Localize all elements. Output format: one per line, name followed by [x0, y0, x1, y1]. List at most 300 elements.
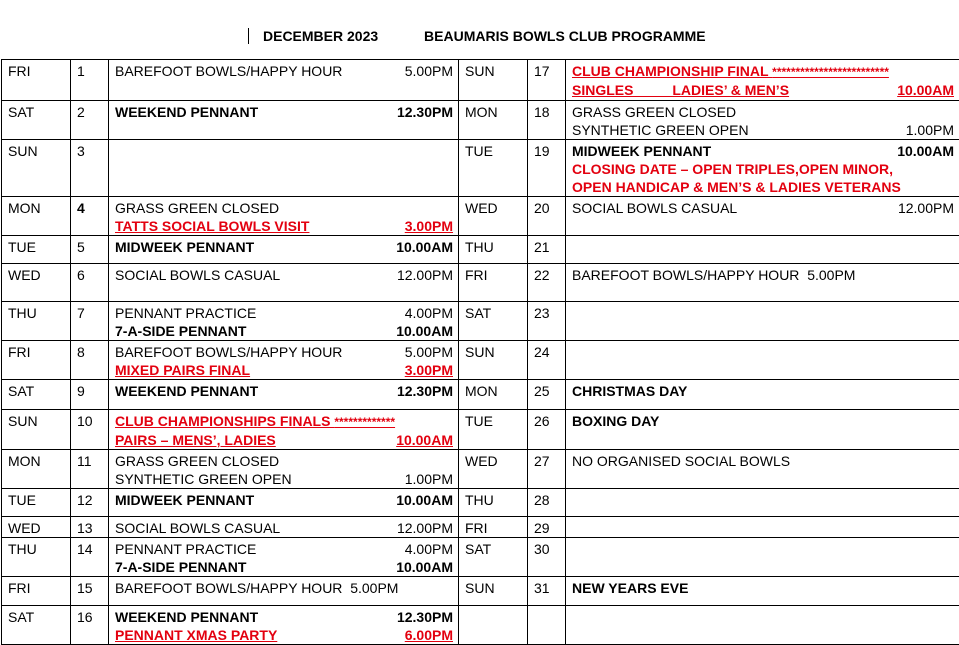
event-text [115, 304, 256, 322]
event-cell [566, 606, 959, 645]
event-line [572, 121, 954, 139]
date-cell [528, 410, 566, 450]
event-label: TATTS SOCIAL BOWLS VISIT [115, 218, 309, 234]
day-cell [2, 302, 71, 341]
date-cell [71, 410, 109, 450]
table-row [2, 380, 959, 410]
day-name: SAT [8, 104, 34, 120]
day-cell [2, 577, 71, 606]
event-cell [566, 140, 959, 197]
day-name: SUN [465, 580, 495, 596]
date-number: 24 [534, 344, 550, 360]
event-line [115, 361, 453, 379]
event-text [115, 608, 258, 626]
date-cell [71, 264, 109, 302]
day-name: FRI [465, 520, 488, 536]
event-cell [109, 236, 459, 264]
event-text [115, 470, 292, 488]
date-number: 17 [534, 63, 550, 79]
event-cell [566, 302, 959, 341]
date-cell [71, 517, 109, 538]
date-number: 12 [77, 492, 93, 508]
day-cell [2, 101, 71, 140]
event-cell [566, 489, 959, 517]
event-text [115, 540, 256, 558]
day-name: MON [8, 453, 41, 469]
event-cell [566, 380, 959, 410]
day-cell [2, 264, 71, 302]
date-cell [71, 489, 109, 517]
day-name: TUE [465, 143, 493, 159]
event-label: 7-A-SIDE PENNANT [115, 323, 246, 339]
day-cell [2, 197, 71, 236]
event-label: MIDWEEK PENNANT [115, 239, 254, 255]
event-text [115, 266, 280, 284]
event-time: 10.00AM [396, 322, 453, 340]
date-cell [528, 517, 566, 538]
day-name: FRI [8, 344, 31, 360]
day-name: THU [465, 492, 494, 508]
event-label: MIDWEEK PENNANT [572, 143, 711, 159]
date-number: 11 [77, 453, 92, 469]
event-text [115, 361, 250, 379]
date-cell [71, 236, 109, 264]
event-label: OPEN HANDICAP & MEN’S & LADIES VETERANS [572, 179, 901, 195]
event-label: BAREFOOT BOWLS/HAPPY HOUR 5.00PM [572, 267, 855, 283]
table-row [2, 577, 959, 606]
event-label: SINGLES LADIES’ & MEN’S [572, 82, 789, 98]
event-time: 12.30PM [397, 103, 453, 121]
event-text [115, 519, 280, 537]
event-line [115, 199, 453, 217]
event-label: NO ORGANISED SOCIAL BOWLS [572, 453, 790, 469]
day-cell [459, 489, 528, 517]
event-line [115, 431, 453, 449]
club-title: BEAUMARIS BOWLS CLUB PROGRAMME [424, 28, 706, 44]
event-time: 12.30PM [397, 608, 453, 626]
date-cell [528, 489, 566, 517]
day-cell [459, 236, 528, 264]
event-time: 10.00AM [897, 81, 954, 99]
event-cell [566, 60, 959, 101]
event-time: 5.00PM [405, 62, 453, 80]
event-cell [109, 577, 459, 606]
day-cell [459, 140, 528, 197]
event-line [572, 62, 954, 81]
date-number: 18 [534, 104, 550, 120]
event-cell [566, 517, 959, 538]
event-label: NEW YEARS EVE [572, 580, 688, 596]
event-time: 12.00PM [397, 519, 453, 537]
day-cell [459, 101, 528, 140]
event-line [115, 266, 453, 284]
event-label: BAREFOOT BOWLS/HAPPY HOUR [115, 63, 342, 79]
event-time: 1.00PM [906, 121, 954, 139]
event-line [115, 412, 453, 431]
date-cell [528, 380, 566, 410]
event-line [115, 382, 453, 400]
date-number: 7 [77, 305, 85, 321]
date-cell [71, 606, 109, 645]
table-row [2, 538, 959, 577]
event-line [572, 142, 954, 160]
event-text [115, 199, 279, 217]
date-number: 27 [534, 453, 550, 469]
event-text [572, 103, 736, 121]
date-cell [528, 140, 566, 197]
event-cell [109, 140, 459, 197]
month-title: DECEMBER 2023 [263, 28, 378, 44]
event-cell [109, 380, 459, 410]
day-name: MON [465, 104, 498, 120]
event-time: 10.00AM [396, 491, 453, 509]
event-text [572, 160, 893, 178]
event-time: 12.30PM [397, 382, 453, 400]
date-number: 8 [77, 344, 85, 360]
day-cell [459, 577, 528, 606]
table-row [2, 101, 959, 140]
event-label: BAREFOOT BOWLS/HAPPY HOUR 5.00PM [115, 580, 398, 596]
event-line [115, 491, 453, 509]
event-line [115, 558, 453, 576]
event-line [572, 382, 954, 400]
event-time: 3.00PM [405, 361, 453, 379]
event-label: SOCIAL BOWLS CASUAL [115, 267, 280, 283]
day-name: WED [465, 453, 498, 469]
date-number: 22 [534, 267, 550, 283]
date-cell [71, 302, 109, 341]
event-line [115, 217, 453, 235]
day-cell [459, 380, 528, 410]
event-line [572, 412, 954, 430]
date-cell [528, 302, 566, 341]
date-cell [528, 236, 566, 264]
date-number: 13 [77, 520, 93, 536]
day-cell [459, 517, 528, 538]
day-name: SUN [8, 413, 38, 429]
event-time: 10.00AM [897, 142, 954, 160]
event-label: WEEKEND PENNANT [115, 383, 258, 399]
event-time: 10.00AM [396, 431, 453, 449]
event-time: 12.00PM [397, 266, 453, 284]
event-line [115, 579, 453, 597]
event-line [115, 519, 453, 537]
date-number: 29 [534, 520, 550, 536]
event-label: CLUB CHAMPIONSHIPS FINALS [115, 413, 334, 429]
table-row [2, 140, 959, 197]
event-text [572, 412, 659, 430]
event-text [115, 491, 254, 509]
event-cell [566, 101, 959, 140]
date-number: 20 [534, 200, 550, 216]
date-cell [71, 140, 109, 197]
event-line [572, 81, 954, 99]
event-time: 4.00PM [405, 540, 453, 558]
day-cell [459, 606, 528, 645]
day-cell [459, 60, 528, 101]
date-number: 6 [77, 267, 85, 283]
date-cell [528, 606, 566, 645]
table-row [2, 60, 959, 101]
event-text [572, 382, 687, 400]
event-cell [566, 577, 959, 606]
day-cell [2, 517, 71, 538]
event-text [572, 142, 711, 160]
date-number: 21 [534, 239, 550, 255]
event-cell [566, 538, 959, 577]
asterisk-rule: ************* [334, 415, 395, 429]
table-row [2, 606, 959, 645]
day-name: TUE [8, 239, 36, 255]
programme-table [1, 59, 959, 645]
day-cell [2, 236, 71, 264]
event-line [115, 103, 453, 121]
day-cell [2, 489, 71, 517]
event-text [115, 62, 342, 80]
day-name: MON [8, 200, 41, 216]
day-name: SAT [465, 541, 491, 557]
asterisk-rule: ************************* [772, 65, 889, 79]
day-name: TUE [8, 492, 36, 508]
event-label: GRASS GREEN CLOSED [115, 453, 279, 469]
day-name: WED [8, 267, 41, 283]
day-cell [459, 264, 528, 302]
event-time: 10.00AM [396, 238, 453, 256]
date-cell [71, 341, 109, 380]
table-row [2, 197, 959, 236]
date-cell [71, 60, 109, 101]
event-cell [109, 60, 459, 101]
table-row [2, 450, 959, 489]
event-line [115, 626, 453, 644]
date-cell [528, 450, 566, 489]
event-cell [566, 236, 959, 264]
event-label: WEEKEND PENNANT [115, 104, 258, 120]
day-cell [459, 302, 528, 341]
event-time: 1.00PM [405, 470, 453, 488]
day-cell [2, 140, 71, 197]
event-text [115, 412, 395, 431]
event-cell [109, 517, 459, 538]
date-cell [528, 577, 566, 606]
event-label: CLOSING DATE – OPEN TRIPLES,OPEN MINOR, [572, 161, 893, 177]
day-name: SAT [8, 383, 34, 399]
day-cell [459, 341, 528, 380]
day-name: SAT [465, 305, 491, 321]
event-line [115, 238, 453, 256]
day-cell [2, 450, 71, 489]
date-number: 26 [534, 413, 550, 429]
event-line [115, 322, 453, 340]
table-row [2, 264, 959, 302]
event-cell [109, 101, 459, 140]
day-name: TUE [465, 413, 493, 429]
date-cell [71, 577, 109, 606]
event-line [572, 452, 954, 470]
date-cell [528, 101, 566, 140]
date-cell [71, 450, 109, 489]
day-name: SAT [8, 609, 34, 625]
event-label: 7-A-SIDE PENNANT [115, 559, 246, 575]
date-number: 1 [77, 63, 85, 79]
table-row [2, 517, 959, 538]
day-cell [2, 538, 71, 577]
date-cell [71, 538, 109, 577]
event-label: GRASS GREEN CLOSED [572, 104, 736, 120]
event-label: PAIRS – MENS’, LADIES [115, 432, 276, 448]
event-cell [566, 410, 959, 450]
event-line [572, 160, 954, 178]
event-cell [109, 450, 459, 489]
date-number: 5 [77, 239, 85, 255]
event-label: CHRISTMAS DAY [572, 383, 687, 399]
day-cell [2, 606, 71, 645]
event-time: 5.00PM [405, 343, 453, 361]
event-line [115, 540, 453, 558]
date-cell [71, 197, 109, 236]
event-cell [109, 264, 459, 302]
date-number: 23 [534, 305, 550, 321]
event-text [572, 452, 790, 470]
event-label: PENNANT PRACTICE [115, 541, 256, 557]
event-label: SYNTHETIC GREEN OPEN [572, 122, 749, 138]
date-number: 10 [77, 413, 93, 429]
date-cell [528, 341, 566, 380]
event-cell [566, 264, 959, 302]
event-line [115, 608, 453, 626]
date-number: 31 [534, 580, 550, 596]
day-cell [2, 410, 71, 450]
event-line [572, 266, 954, 284]
event-label: PENNANT XMAS PARTY [115, 627, 277, 643]
date-number: 4 [77, 200, 85, 216]
date-number: 15 [77, 580, 93, 596]
day-name: WED [8, 520, 41, 536]
event-cell [109, 341, 459, 380]
event-label: MIDWEEK PENNANT [115, 492, 254, 508]
event-text [115, 322, 246, 340]
event-text [115, 103, 258, 121]
event-text [115, 382, 258, 400]
event-cell [109, 410, 459, 450]
event-time: 10.00AM [396, 558, 453, 576]
event-time: 12.00PM [898, 199, 954, 217]
event-cell [566, 197, 959, 236]
event-text [572, 579, 688, 597]
event-label: MIXED PAIRS FINAL [115, 362, 250, 378]
event-text [115, 238, 254, 256]
event-text [572, 121, 749, 139]
day-name: SUN [465, 344, 495, 360]
event-line [115, 304, 453, 322]
event-line [572, 178, 954, 196]
event-label: BOXING DAY [572, 413, 659, 429]
date-number: 3 [77, 143, 85, 159]
event-text [572, 62, 889, 81]
event-text [115, 431, 276, 449]
table-row [2, 410, 959, 450]
event-cell [566, 341, 959, 380]
event-line [115, 62, 453, 80]
event-text [115, 579, 398, 597]
day-name: FRI [465, 267, 488, 283]
date-number: 16 [77, 609, 93, 625]
event-text [115, 452, 279, 470]
event-cell [109, 302, 459, 341]
event-text [572, 266, 855, 284]
event-text [572, 199, 737, 217]
day-cell [459, 538, 528, 577]
event-line [115, 452, 453, 470]
event-line [115, 470, 453, 488]
date-number: 14 [77, 541, 93, 557]
event-cell [109, 489, 459, 517]
day-cell [459, 450, 528, 489]
day-name: THU [8, 305, 37, 321]
day-cell [2, 341, 71, 380]
day-cell [459, 197, 528, 236]
event-line [572, 579, 954, 597]
date-number: 30 [534, 541, 550, 557]
event-line [572, 103, 954, 121]
table-row [2, 341, 959, 380]
date-cell [71, 101, 109, 140]
event-time: 6.00PM [405, 626, 453, 644]
event-label: SYNTHETIC GREEN OPEN [115, 471, 292, 487]
date-number: 9 [77, 383, 85, 399]
date-cell [528, 264, 566, 302]
event-label: BAREFOOT BOWLS/HAPPY HOUR [115, 344, 342, 360]
date-number: 2 [77, 104, 85, 120]
event-cell [109, 606, 459, 645]
event-cell [566, 450, 959, 489]
day-name: SUN [8, 143, 38, 159]
day-name: MON [465, 383, 498, 399]
event-time: 3.00PM [405, 217, 453, 235]
event-line [115, 343, 453, 361]
day-name: FRI [8, 580, 31, 596]
event-cell [109, 197, 459, 236]
table-row [2, 236, 959, 264]
event-text [115, 217, 309, 235]
event-text [572, 81, 789, 99]
event-text [115, 343, 342, 361]
day-name: WED [465, 200, 498, 216]
event-text [115, 558, 246, 576]
day-name: THU [8, 541, 37, 557]
table-row [2, 302, 959, 341]
day-name: FRI [8, 63, 31, 79]
event-time: 4.00PM [405, 304, 453, 322]
event-line [572, 199, 954, 217]
event-text [572, 178, 901, 196]
date-cell [528, 197, 566, 236]
document-title [248, 28, 706, 44]
event-label: SOCIAL BOWLS CASUAL [572, 200, 737, 216]
event-label: SOCIAL BOWLS CASUAL [115, 520, 280, 536]
date-cell [71, 380, 109, 410]
day-cell [2, 380, 71, 410]
event-text [115, 626, 277, 644]
event-label: PENNANT PRACTICE [115, 305, 256, 321]
date-number: 25 [534, 383, 550, 399]
event-cell [109, 538, 459, 577]
date-cell [528, 60, 566, 101]
date-cell [528, 538, 566, 577]
day-cell [459, 410, 528, 450]
event-label: CLUB CHAMPIONSHIP FINAL [572, 63, 772, 79]
day-name: THU [465, 239, 494, 255]
